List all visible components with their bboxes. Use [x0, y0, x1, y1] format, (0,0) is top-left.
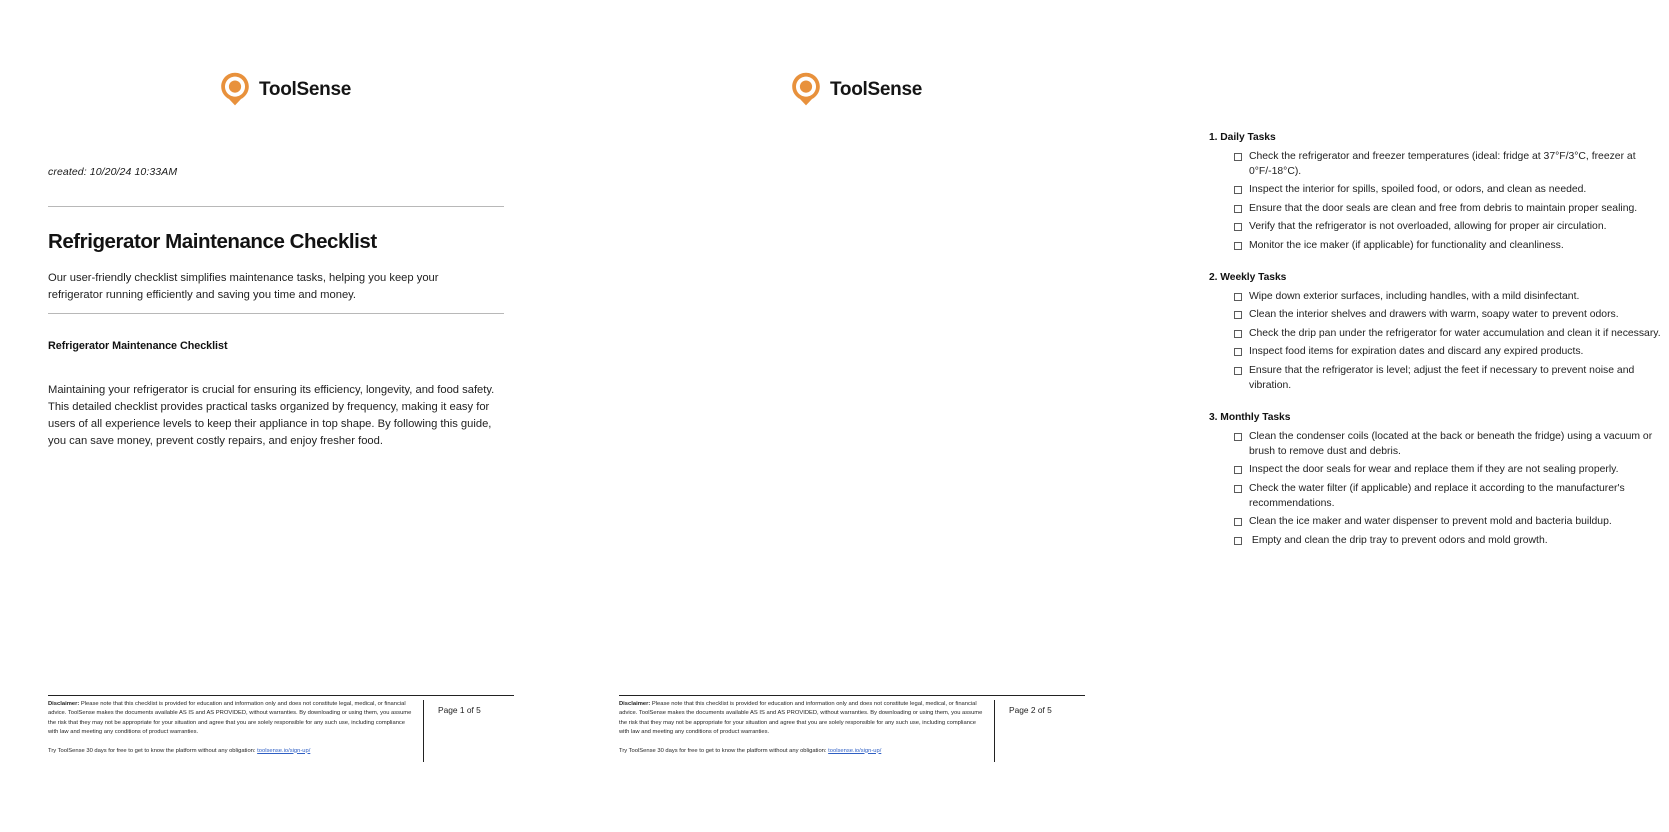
disclaimer-text	[48, 700, 413, 738]
checklist-section	[1209, 272, 1669, 394]
divider-below-lede	[48, 313, 504, 314]
promo-lead: Try ToolSense 30 days for free to get to know the platform without any obligation:	[619, 747, 829, 754]
checklist-sections	[1209, 132, 1669, 552]
checkbox-icon[interactable]	[1234, 367, 1242, 375]
checkbox-icon[interactable]	[1234, 466, 1242, 474]
promo-lead: Try ToolSense 30 days for free to get to know the platform without any obligation:	[48, 747, 258, 754]
location-pin-icon	[220, 72, 250, 106]
checklist-task-label: Clean the condenser coils (located at the back or beneath the fridge) using a vacuum or brush to remove dust and debris.	[1249, 430, 1656, 457]
checklist-task-label: Monitor the ice maker (if applicable) for functionality and cleanliness.	[1249, 239, 1564, 251]
brand-wordmark: ToolSense	[830, 78, 922, 100]
checkbox-icon[interactable]	[1234, 242, 1242, 250]
document-page-2	[571, 0, 1661, 832]
disclaimer-body: Please note that this checklist is provided for education and information only and does not constitute legal, medical, or financial advice. ToolSense makes the documents available AS IS and AS PROVIDED, without warranties. By downloading or using them, you assume the risk that they may not be appropriate for your situation and agree that you are solely responsible for any such use, including compliance with law and meeting any conditions of product warranties.	[48, 701, 412, 736]
checklist-section-title: 2. Weekly Tasks	[1209, 271, 1287, 283]
section-subheading: Refrigerator Maintenance Checklist	[48, 340, 228, 352]
checklist-section-title: 1. Daily Tasks	[1209, 132, 1276, 143]
checklist-task-label: Ensure that the refrigerator is level; adjust the feet if necessary to prevent noise and vibration.	[1249, 364, 1638, 391]
disclaimer-label: Disclaimer:	[48, 701, 80, 707]
checkbox-icon[interactable]	[1234, 186, 1242, 194]
checkbox-icon[interactable]	[1234, 330, 1242, 338]
checklist-task-label: Clean the ice maker and water dispenser to prevent mold and bacteria buildup.	[1249, 516, 1612, 528]
checklist-task-item[interactable]	[1234, 183, 1669, 198]
checklist-section	[1209, 412, 1669, 549]
checkbox-icon[interactable]	[1234, 311, 1242, 319]
checklist-task-list	[1209, 150, 1669, 254]
checklist-task-label: Inspect the interior for spills, spoiled food, or odors, and clean as needed.	[1249, 184, 1587, 196]
checklist-task-item[interactable]	[1234, 430, 1669, 460]
checklist-task-item[interactable]	[1234, 482, 1669, 512]
page-number-1: Page 1 of 5	[438, 705, 481, 715]
disclaimer-body: Please note that this checklist is provided for education and information only and does not constitute legal, medical, or financial advice. ToolSense makes the documents available AS IS and AS PROVIDED, without warranties. By downloading or using them, you assume the risk that they may not be appropriate for your situation and agree that you are solely responsible for any such use, including compliance with law and meeting any conditions of product warranties.	[619, 701, 983, 736]
brand-wordmark: ToolSense	[259, 78, 351, 100]
checkbox-icon[interactable]	[1234, 348, 1242, 356]
checklist-task-item[interactable]	[1234, 327, 1669, 342]
checkbox-icon[interactable]	[1234, 153, 1242, 161]
brand-logo-page-2	[571, 0, 1142, 106]
checklist-task-label: Check the water filter (if applicable) and replace it according to the manufacturer's recommendations.	[1249, 482, 1628, 509]
checklist-task-label: Wipe down exterior surfaces, including handles, with a mild disinfectant.	[1249, 290, 1580, 302]
intro-lede: Our user-friendly checklist simplifies maintenance tasks, helping you keep your refrigerator running efficiently and saving you time and money.	[48, 272, 439, 301]
checklist-task-label: Check the refrigerator and freezer temperatures (ideal: fridge at 37°F/3°C, freezer at 0°F/-18°C).	[1249, 151, 1639, 177]
checklist-task-item[interactable]	[1234, 364, 1669, 394]
intro-paragraph: Maintaining your refrigerator is crucial for ensuring its efficiency, longevity, and food safety. This detailed checklist provides practical tasks organized by frequency, making it easy for users of all experience levels to keep their appliance in top shape. By following this guide, you can save money, prevent costly repairs, and enjoy fresher food.	[48, 384, 495, 448]
checkbox-icon[interactable]	[1234, 293, 1242, 301]
created-timestamp: created: 10/20/24 10:33AM	[48, 166, 178, 178]
promo-text	[619, 747, 984, 756]
checklist-task-item[interactable]	[1234, 220, 1669, 235]
checklist-task-item[interactable]	[1234, 239, 1669, 254]
checklist-task-item[interactable]	[1234, 290, 1669, 305]
checklist-section-title: 3. Monthly Tasks	[1209, 411, 1291, 423]
promo-text	[48, 747, 413, 756]
checklist-task-label: Inspect food items for expiration dates and discard any expired products.	[1249, 346, 1584, 358]
page-number-2: Page 2 of 5	[1009, 705, 1052, 715]
checkbox-icon[interactable]	[1234, 518, 1242, 526]
checklist-task-list	[1209, 290, 1669, 394]
checklist-task-item[interactable]	[1234, 308, 1669, 323]
checklist-task-item[interactable]	[1234, 463, 1669, 478]
checklist-task-item[interactable]	[1234, 345, 1669, 360]
brand-logo-page-1	[0, 0, 571, 106]
signup-link[interactable]: toolsense.io/sign-up/	[828, 747, 882, 754]
page-title: Refrigerator Maintenance Checklist	[48, 230, 377, 253]
footer-disclaimer-block	[619, 700, 994, 762]
footer-disclaimer-block	[48, 700, 423, 762]
checklist-task-item[interactable]	[1234, 534, 1669, 549]
checkbox-icon[interactable]	[1234, 205, 1242, 213]
location-pin-icon	[791, 72, 821, 106]
checklist-task-label: Clean the interior shelves and drawers with warm, soapy water to prevent odors.	[1249, 309, 1619, 321]
page-2-footer	[619, 695, 1085, 762]
checklist-task-list	[1209, 430, 1669, 549]
signup-link[interactable]: toolsense.io/sign-up/	[257, 747, 311, 754]
page-1-footer	[48, 695, 514, 762]
checklist-task-item[interactable]	[1234, 515, 1669, 530]
checklist-section	[1209, 132, 1669, 254]
checklist-task-label: Inspect the door seals for wear and replace them if they are not sealing properly.	[1249, 464, 1619, 476]
checklist-task-item[interactable]	[1234, 150, 1669, 180]
disclaimer-text	[619, 700, 984, 738]
checklist-task-label: Check the drip pan under the refrigerator for water accumulation and clean it if necessary.	[1249, 327, 1661, 339]
checkbox-icon[interactable]	[1234, 537, 1242, 545]
checkbox-icon[interactable]	[1234, 433, 1242, 441]
checklist-task-label: Verify that the refrigerator is not overloaded, allowing for proper air circulation.	[1249, 221, 1607, 233]
checklist-task-label: Ensure that the door seals are clean and free from debris to maintain proper sealing.	[1249, 202, 1638, 214]
divider-above-title	[48, 206, 504, 207]
disclaimer-label: Disclaimer:	[619, 701, 651, 707]
checklist-task-label: Empty and clean the drip tray to prevent odors and mold growth.	[1249, 534, 1548, 546]
checkbox-icon[interactable]	[1234, 223, 1242, 231]
checkbox-icon[interactable]	[1234, 485, 1242, 493]
checklist-task-item[interactable]	[1234, 202, 1669, 217]
document-page-1	[0, 0, 571, 832]
